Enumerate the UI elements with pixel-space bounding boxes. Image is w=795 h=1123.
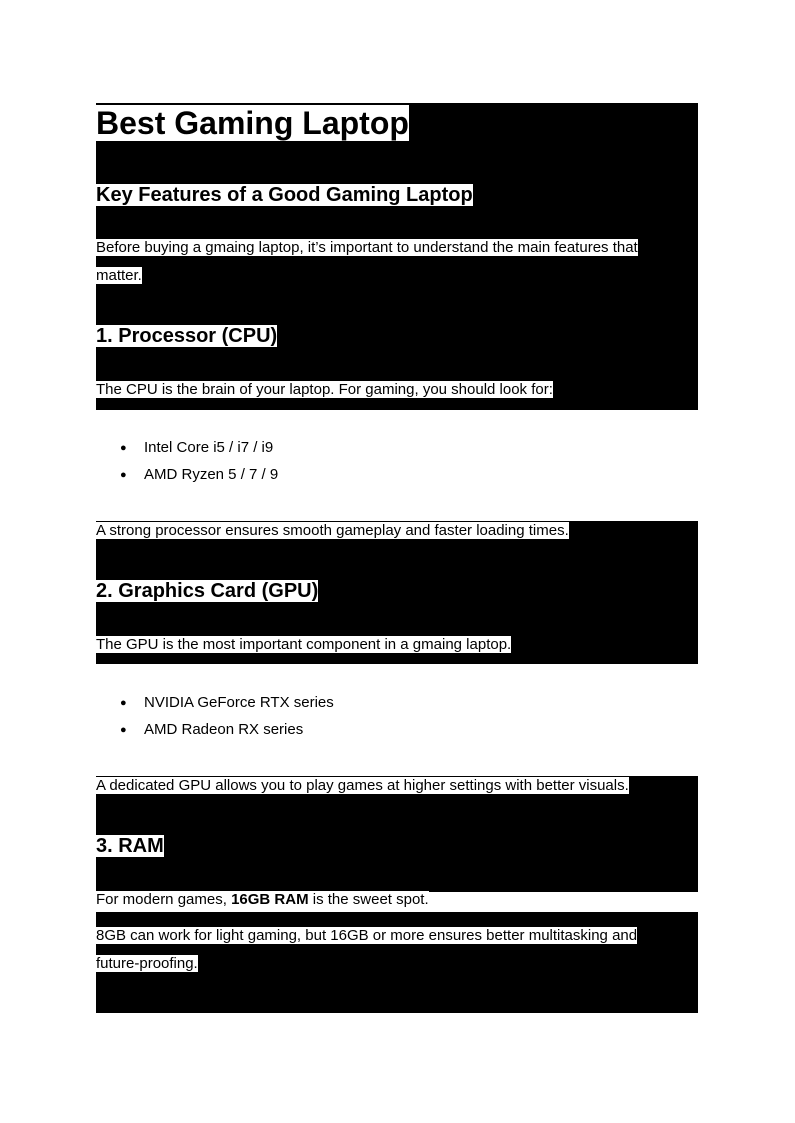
paragraph-ram-note-line2: future-proofing.	[96, 955, 198, 972]
paragraph-gpu-note: A dedicated GPU allows you to play games at higher settings with better visuals.	[96, 777, 629, 794]
list-item: ● Intel Core i5 / i7 / i9	[120, 439, 274, 456]
paragraph-ram-line: For modern games, 16GB RAM is the sweet spot.	[96, 891, 429, 908]
paragraph-intro-line2: matter.	[96, 267, 142, 284]
bold-text: 16GB RAM	[231, 891, 309, 908]
paragraph-intro-line1: Before buying a gmaing laptop, it’s important to understand the main features that	[96, 239, 638, 256]
section-heading-ram: 3. RAM	[96, 835, 164, 857]
list-item: ● AMD Ryzen 5 / 7 / 9	[120, 466, 279, 483]
bullet-icon: ●	[120, 697, 127, 709]
list-item: ● AMD Radeon RX series	[120, 721, 304, 738]
list-item: ● NVIDIA GeForce RTX series	[120, 694, 334, 711]
bullet-icon: ●	[120, 469, 127, 481]
paragraph-ram-note-line1: 8GB can work for light gaming, but 16GB or more ensures better multitasking and	[96, 927, 638, 944]
paragraph-gpu-intro: The GPU is the most important component in a gmaing laptop.	[96, 636, 512, 653]
paragraph-cpu-note: A strong processor ensures smooth gameplay and faster loading times.	[96, 522, 569, 539]
bullet-icon: ●	[120, 724, 127, 736]
section-heading-cpu: 1. Processor (CPU)	[96, 325, 278, 347]
bullet-icon: ●	[120, 442, 127, 454]
page-title: Best Gaming Laptop	[96, 105, 409, 141]
section-heading-gpu: 2. Graphics Card (GPU)	[96, 580, 319, 602]
paragraph-cpu-intro: The CPU is the brain of your laptop. For gaming, you should look for:	[96, 381, 553, 398]
section-heading-key-features: Key Features of a Good Gaming Laptop	[96, 184, 473, 206]
